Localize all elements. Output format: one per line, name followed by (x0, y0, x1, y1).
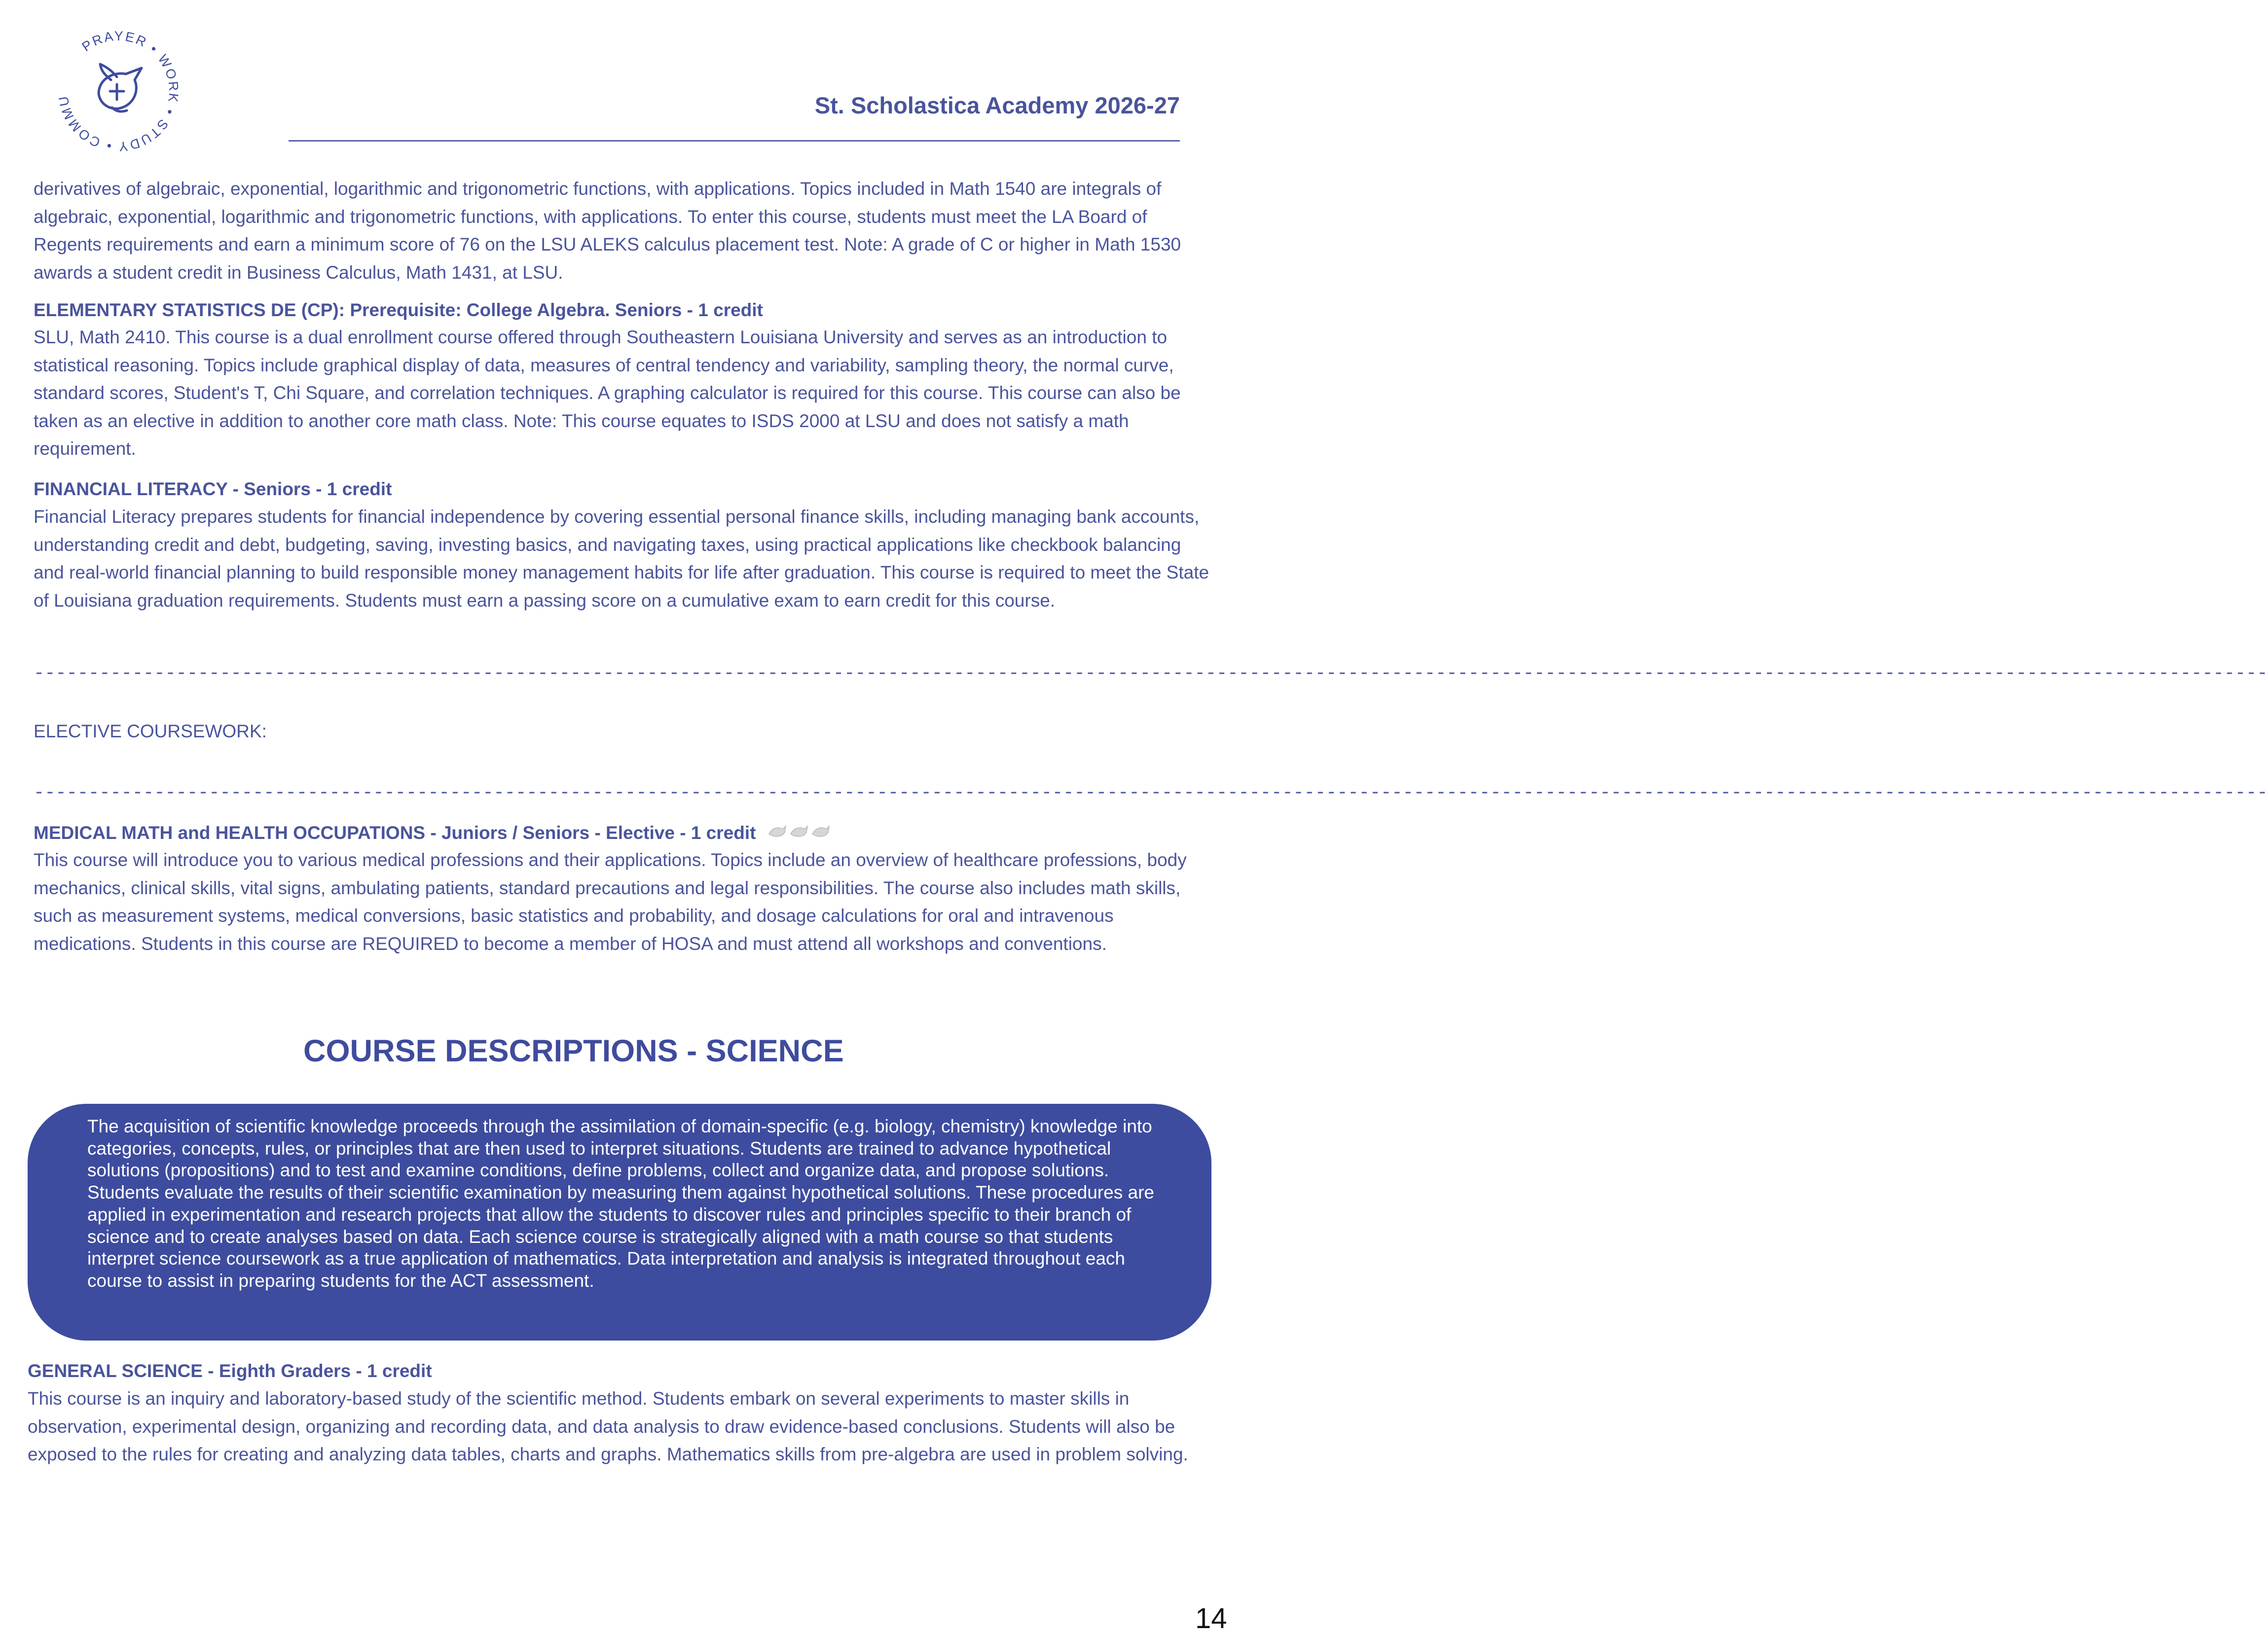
course-description-financial-literacy: Financial Literacy prepares students for financial independence by covering essential personal finance skills, including managing bank accounts, understanding credit and debt, budgeting, saving, investing basics, and navigating taxes, using practical applications like checkbook balancing and real-world financial planning to build responsible money management habits for life after graduation. This course is required to meet the State of Louisiana graduation requirements. Students must earn a passing score on a cumulative exam to earn credit for this course. (34, 507, 1209, 611)
course-title-financial-literacy: FINANCIAL LITERACY - Seniors - 1 credit (34, 479, 392, 499)
dove-icons (766, 821, 835, 847)
svg-text:PRAYER • WORK • STUDY • COMMUN: PRAYER • WORK • STUDY • COMMU (55, 28, 182, 154)
course-description-general-science: This course is an inquiry and laboratory-based study of the scientific method. Students embark on several experiments to master skills in observation, experimental design, organizing and recording data, and data analysis to draw evidence-based conclusions. Students will also be exposed to the rules for creating and analyzing data tables, charts and graphs. Mathematics skills from pre-algebra are used in problem solving. (28, 1388, 1188, 1464)
course-title-medical-math-text: MEDICAL MATH and HEALTH OCCUPATIONS - Juniors / Seniors - Elective - 1 credit (34, 823, 756, 843)
continued-course-text: derivatives of algebraic, exponential, logarithmic and trigonometric functions, with applications. Topics included in Math 1540 are integrals of algebraic, exponential, logarithmic and trigonometric functions, with applications. To enter this course, students must meet the LA Board of Regents requirements and earn a minimum score of 76 on the LSU ALEKS calculus placement test. Note: A grade of C or higher in Math 1530 awards a student credit in Business Calculus, Math 1431, at LSU. (34, 179, 1181, 283)
course-title-general-science: GENERAL SCIENCE - Eighth Graders - 1 credit (28, 1361, 432, 1381)
dashed-divider-bottom: ------------------------------------------------------------------------------------------------------------------------------------------------------------------------------------------------------------ (34, 783, 2268, 803)
elective-coursework-label: ELECTIVE COURSEWORK: (34, 721, 267, 741)
header-divider (289, 140, 1180, 142)
dashed-divider-top: ------------------------------------------------------------------------------------------------------------------------------------------------------------------------------------------------------------ (34, 663, 2268, 684)
dove-icon (791, 826, 807, 836)
school-title: St. Scholastica Academy 2026-27 (814, 92, 1180, 118)
course-title-elementary-statistics: ELEMENTARY STATISTICS DE (CP): Prerequisite: College Algebra. Seniors - 1 credit (34, 300, 763, 320)
course-title-medical-math (34, 821, 835, 847)
course-description-elementary-statistics: SLU, Math 2410. This course is a dual enrollment course offered through Southeastern Louisiana University and serves as an introduction to statistical reasoning. Topics include graphical display of data, measures of central tendency and variability, sampling theory, the normal curve, standard scores, Student's T, Chi Square, and correlation techniques. A graphing calculator is required for this course. This course can also be taken as an elective in addition to another core math class. Note: This course equates to ISDS 2000 at LSU and does not satisfy a math requirement. (34, 327, 1181, 459)
science-section-title: COURSE DESCRIPTIONS - SCIENCE (303, 1034, 844, 1068)
science-intro-text: The acquisition of scientific knowledge proceeds through the assimilation of domain-specific (e.g. biology, chemistry) knowledge into categories, concepts, rules, or principles that are then used to interpret situations. Students are trained to advance hypothetical solutions (propositions) and to test and examine conditions, define problems, collect and organize data, and propose solutions. Students evaluate the results of their scientific examination by measuring them against hypothetical solutions. These procedures are applied in experimentation and research projects that allow the students to discover rules and principles specific to their branch of science and to create analyses based on data. Each science course is strategically aligned with a math course so that students interpret science coursework as a true application of mathematics. Data interpretation and analysis is integrated throughout each course to assist in preparing students for the ACT assessment. (87, 1116, 1154, 1291)
dove-icon (812, 826, 829, 836)
course-description-medical-math: This course will introduce you to various medical professions and their applications. Topics include an overview of healthcare professions, body mechanics, clinical skills, vital signs, ambulating patients, standard precautions and legal responsibilities. The course also includes math skills, such as measurement systems, medical conversions, basic statistics and probability, and dosage calculations for oral and intravenous medications. Students in this course are REQUIRED to become a member of HOSA and must attend all workshops and conventions. (34, 850, 1187, 954)
page-number: 14 (1195, 1602, 1227, 1635)
dove-icon (769, 826, 786, 836)
school-logo (52, 25, 185, 158)
dove-cross-icon (99, 64, 142, 111)
logo-seal (52, 25, 185, 158)
